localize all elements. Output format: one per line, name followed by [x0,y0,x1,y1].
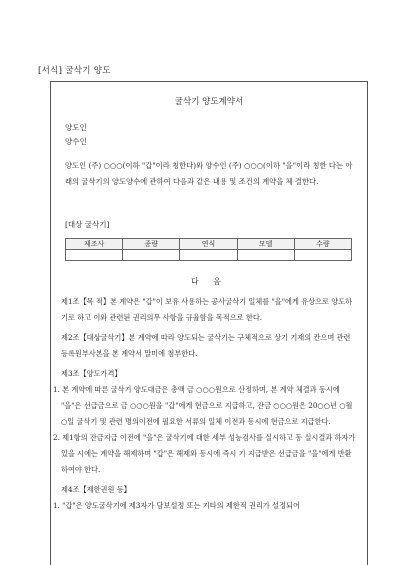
article-3-item-1: 1. 본 계약에 따른 굴삭기 양도대금은 총액 금 ○○○원으로 산정하며, 본 계약 체결과 동시에 "을"은 선급금으로 금 ○○○원을 "갑"에게 현금으로 지급하고, 잔금 ○○○원은 20○○년 ○월 ○일 굴삭기 및 관련 명의이전에 필요한 서류의 일체 이전과 동시에 현금으로 지급한다. [53,385,353,426]
contract-clauses [53,294,357,514]
column-header-maker: 제조사 [66,239,123,250]
transferee-label: 양수인 [65,137,87,146]
article-1 [61,294,357,326]
transferor-label: 양도인 [65,123,87,132]
column-header-model: 모델 [237,239,294,250]
column-header-year: 연식 [180,239,237,250]
table-cell [123,250,180,261]
article-3-title: 제3조【양도가격】 [61,369,122,378]
table-header-row [66,239,352,250]
table-cell [180,250,237,261]
equipment-table [65,238,352,261]
target-equipment-label: [대상 굴삭기] [65,220,110,229]
article-4-title: 제4조【제한권원 등】 [61,485,131,494]
document-title: 굴삭기 양도계약서 [174,97,244,107]
column-header-quantity: 수량 [294,239,351,250]
article-4-item-1: 1. "갑"은 양도굴삭기에 제3자가 담보설정 또는 기타의 제한적 권리가 설정되어 [53,501,300,510]
article-1-text: 제1조【목 적】본 계약은 "갑"이 보유 사용하는 공사굴삭기 일체를 "을"에게 유상으로 양도하기로 하고 이와 관련된 권리의무 사항을 규율함을 목적으로 한다. [61,297,353,322]
table-row [66,250,352,261]
contract-frame [50,81,368,565]
form-label: [서식] 굴삭기 양도 [38,66,111,76]
table-cell [237,250,294,261]
table-cell [66,250,123,261]
table-cell [294,250,351,261]
article-2-text: 제2조【대상굴삭기】본 계약에 따라 양도되는 굴삭기는 구체적으로 상기 기재의 칸으며 관련 등록원부사본을 본 계약서 말미에 첨부한다. [61,333,351,358]
section-title-following: 다 음 [191,277,227,286]
intro-paragraph: 양도인 (주) ○○○(이하 "갑"이라 칭한다)와 양수인 (주) ○○○(이하 "을"이라 칭한 다는 아래의 굴삭기의 양도양수에 관하여 다음과 같은 내용 및 조건의 계약을 체 결한다. [65,161,353,186]
column-header-class: 종량 [123,239,180,250]
article-3-item-2: 2. 제1항의 잔금지급 이전에 "을"은 굴삭기에 대한 세부 성능검사를 실시하고 동 실시결과 하자가 있을 시에는 계약을 해제하며 "갑"은 해제와 동시에 즉시 기 지급받은 선급금을 "을"에게 반환하여야 한다. [53,433,356,474]
article-4 [53,482,357,514]
article-2 [61,330,357,362]
article-3 [53,366,357,478]
